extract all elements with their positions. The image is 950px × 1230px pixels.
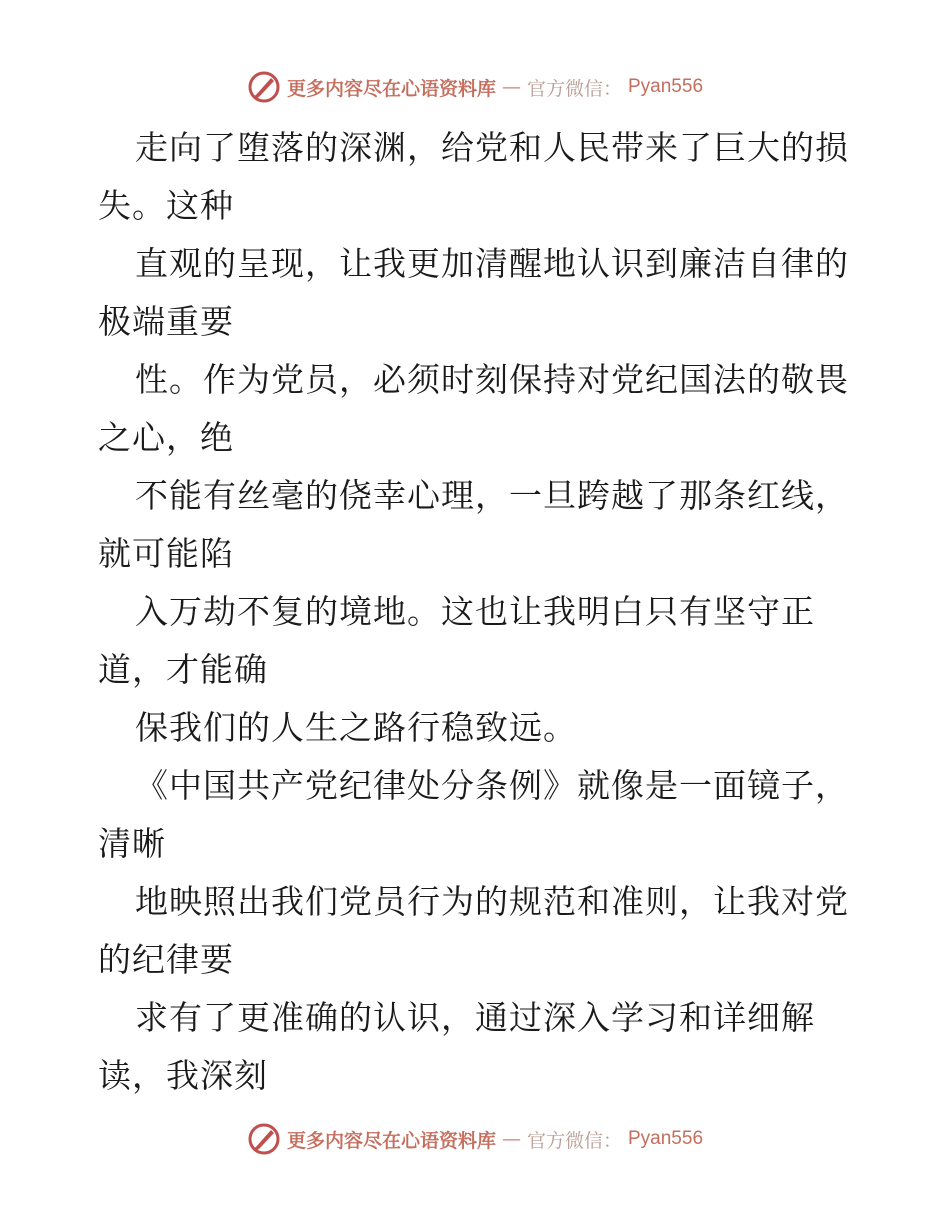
- text-line: 极端重要: [98, 302, 234, 341]
- text-line: 入万劫不复的境地。这也让我明白只有坚守正: [135, 592, 815, 631]
- text-line: 性。作为党员，必须时刻保持对党纪国法的敬畏: [135, 360, 849, 399]
- watermark-wechat-label: 官方微信：: [526, 77, 622, 100]
- footer-watermark: [0, 1122, 950, 1156]
- text-line: 地映照出我们党员行为的规范和准则，让我对党: [135, 882, 849, 921]
- text-line: 之心，绝: [98, 418, 234, 457]
- text-line: 求有了更准确的认识，通过深入学习和详细解: [135, 998, 815, 1037]
- text-line: 保我们的人生之路行稳致远。: [135, 708, 577, 747]
- text-line: 不能有丝毫的侥幸心理，一旦跨越了那条红线，: [135, 476, 849, 515]
- text-line: 就可能陷: [98, 534, 234, 573]
- text-line: 的纪律要: [98, 940, 234, 979]
- quill-logo-icon: [247, 70, 281, 104]
- text-line: 道，才能确: [98, 650, 268, 689]
- watermark-site-text: 更多内容尽在心语资料库: [286, 77, 496, 100]
- watermark-site-text: 更多内容尽在心语资料库: [286, 1129, 496, 1152]
- text-line: 失。这种: [98, 186, 234, 225]
- text-line: 读，我深刻: [98, 1056, 268, 1095]
- watermark-wechat-label: 官方微信：: [526, 1129, 622, 1152]
- watermark-dash: —: [501, 1128, 521, 1150]
- header-watermark: [0, 70, 950, 104]
- watermark-dash: —: [501, 76, 521, 98]
- text-line: 走向了堕落的深渊，给党和人民带来了巨大的损: [135, 128, 849, 167]
- text-line: 《中国共产党纪律处分条例》就像是一面镜子，: [135, 766, 849, 805]
- body-text: [98, 119, 858, 1105]
- watermark-wechat-id: Pyan556: [628, 76, 704, 97]
- quill-logo-icon: [247, 1122, 281, 1156]
- text-line: 清晰: [98, 824, 166, 863]
- watermark-wechat-id: Pyan556: [628, 1128, 704, 1149]
- text-line: 直观的呈现，让我更加清醒地认识到廉洁自律的: [135, 244, 849, 283]
